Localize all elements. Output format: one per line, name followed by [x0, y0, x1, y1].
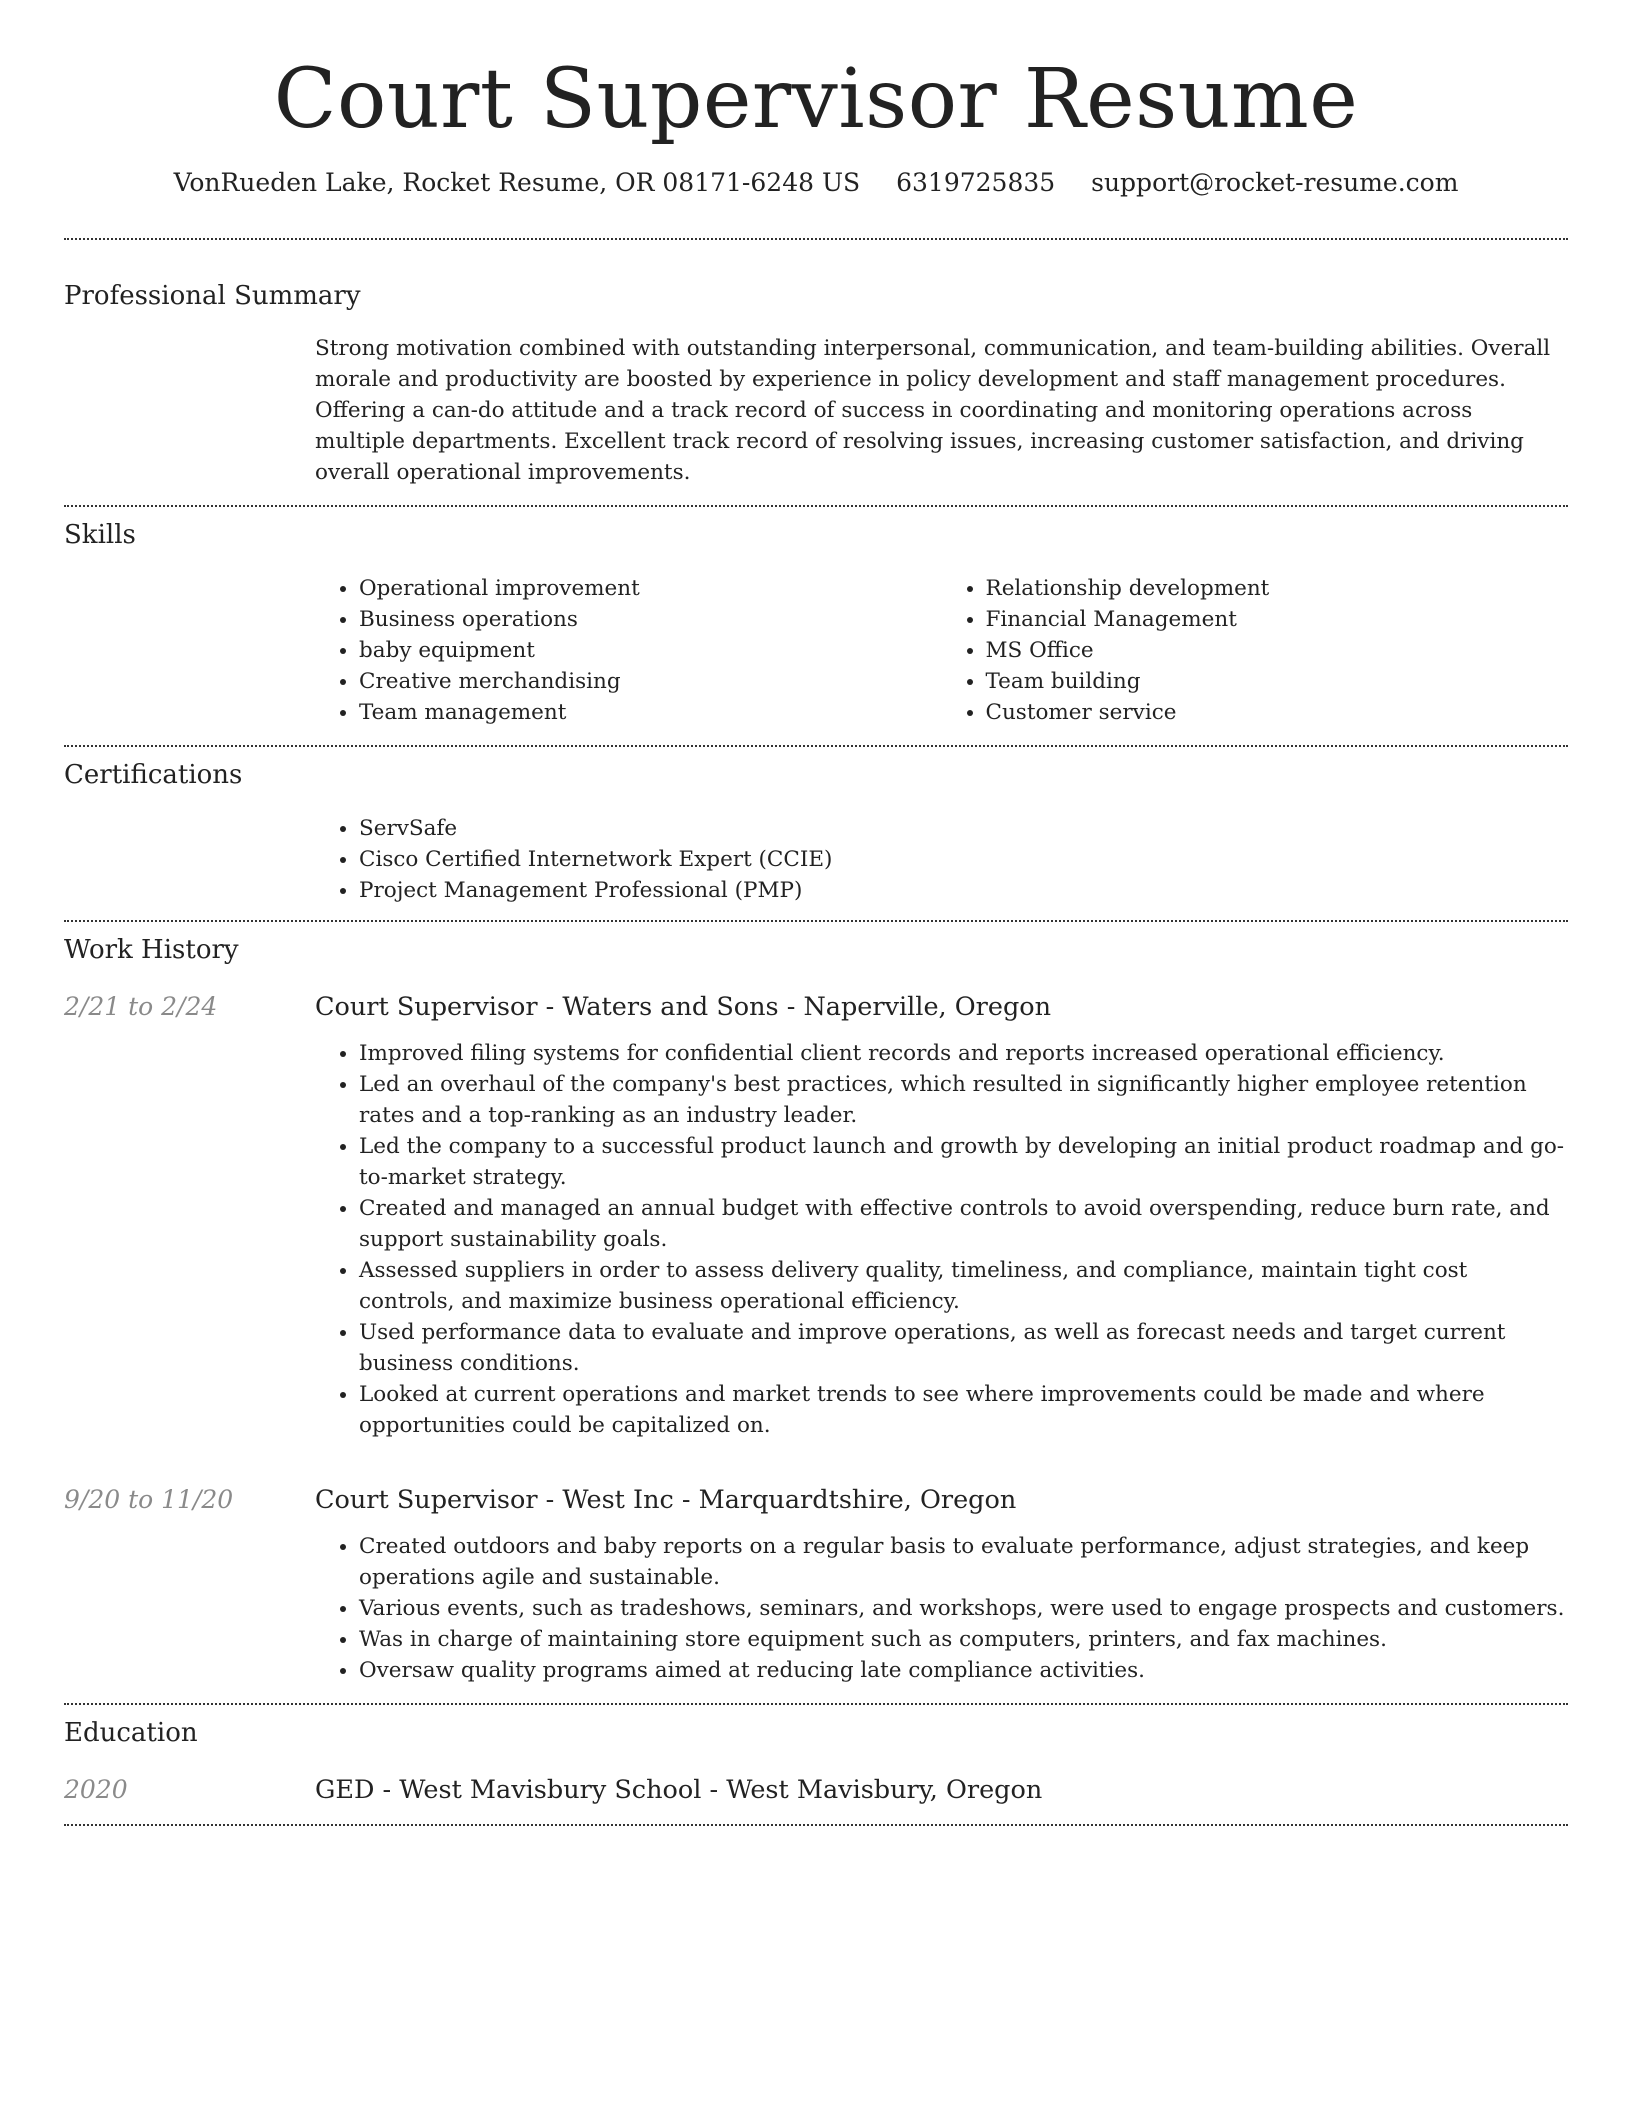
contact-address: VonRueden Lake, Rocket Resume, OR 08171-6248 US: [173, 168, 861, 197]
skill-item: • Customer service: [986, 697, 1569, 728]
job-bullet: • Led an overhaul of the company's best practices, which resulted in significantly higher employee retention rates and a top-ranking as an industry leader.: [359, 1069, 1568, 1131]
divider: [64, 920, 1568, 922]
skill-item: • Business operations: [359, 604, 942, 635]
certifications-list: [315, 813, 1568, 906]
education-title: GED - West Mavisbury School - West Mavisbury, Oregon: [315, 1775, 1043, 1805]
skill-item: • Team management: [359, 697, 942, 728]
contact-line: [64, 166, 1568, 200]
skills-columns: [315, 573, 1568, 728]
job-bullets: [315, 1531, 1568, 1686]
divider: [64, 238, 1568, 240]
contact-email: support@rocket-resume.com: [1091, 168, 1459, 197]
skill-item: • MS Office: [986, 635, 1569, 666]
job-date: 2/21 to 2/24: [64, 992, 218, 1021]
job-bullet: • Oversaw quality programs aimed at reducing late compliance activities.: [359, 1655, 1568, 1686]
divider: [64, 1703, 1568, 1705]
education-section: [64, 1716, 1568, 1807]
job-header: [64, 990, 1568, 1024]
skills-section: [64, 518, 1568, 728]
summary-heading: Professional Summary: [64, 281, 361, 311]
summary-text: Strong motivation combined with outstanding interpersonal, communication, and team-building abilities. Overall morale and productivity are boosted by experience in policy development and staff management procedures. Offering a can-do attitude and a track record of success in coordinating and monitoring operations across multiple departments. Excellent track record of resolving issues, increasing customer satisfaction, and driving overall operational improvements.: [315, 336, 1551, 485]
skill-item: • Relationship development: [986, 573, 1569, 604]
skill-item: • baby equipment: [359, 635, 942, 666]
job-details: [315, 1531, 1568, 1686]
summary-content: [315, 333, 1568, 488]
job-bullet: • Was in charge of maintaining store equipment such as computers, printers, and fax machines.: [359, 1624, 1568, 1655]
resume-title: Court Supervisor Resume: [273, 52, 1359, 147]
skill-item: • Team building: [986, 666, 1569, 697]
education-heading: Education: [64, 1718, 198, 1748]
job-bullet: • Various events, such as tradeshows, seminars, and workshops, were used to engage prospects and customers.: [359, 1593, 1568, 1624]
job-entry: [64, 990, 1568, 1441]
skill-item: • Creative merchandising: [359, 666, 942, 697]
job-bullet: • Used performance data to evaluate and improve operations, as well as forecast needs and target current business conditions.: [359, 1317, 1568, 1379]
summary-section: [64, 279, 1568, 488]
job-bullet: • Looked at current operations and market trends to see where improvements could be made and where opportunities could be capitalized on.: [359, 1379, 1568, 1441]
certifications-content: [315, 813, 1568, 906]
job-header: [64, 1483, 1568, 1517]
work-history-section: [64, 933, 1568, 1686]
job-entry: [64, 1483, 1568, 1686]
resume-page: [64, 0, 1568, 1826]
divider: [64, 505, 1568, 507]
certifications-section: [64, 758, 1568, 906]
divider: [64, 1824, 1568, 1826]
job-bullets: [315, 1038, 1568, 1441]
skills-heading: Skills: [64, 520, 136, 550]
certification-item: • Project Management Professional (PMP): [359, 875, 1568, 906]
divider: [64, 745, 1568, 747]
skills-list-left: [315, 573, 942, 728]
skill-item: • Financial Management: [986, 604, 1569, 635]
skills-list-right: [942, 573, 1569, 728]
skill-item: • Operational improvement: [359, 573, 942, 604]
job-title: Court Supervisor - West Inc - Marquardtshire, Oregon: [315, 1485, 1017, 1515]
job-bullet: • Improved filing systems for confidential client records and reports increased operational efficiency.: [359, 1038, 1568, 1069]
contact-phone: 6319725835: [896, 168, 1056, 197]
education-entry: [64, 1773, 1568, 1807]
certification-item: • ServSafe: [359, 813, 1568, 844]
job-date: 9/20 to 11/20: [64, 1485, 234, 1514]
work-history-heading: Work History: [64, 935, 239, 965]
job-bullet: • Created and managed an annual budget with effective controls to avoid overspending, reduce burn rate, and support sustainability goals.: [359, 1193, 1568, 1255]
job-bullet: • Created outdoors and baby reports on a regular basis to evaluate performance, adjust strategies, and keep operations agile and sustainable.: [359, 1531, 1568, 1593]
certification-item: • Cisco Certified Internetwork Expert (CCIE): [359, 844, 1568, 875]
job-details: [315, 1038, 1568, 1441]
education-date: 2020: [64, 1775, 128, 1804]
job-bullet: • Led the company to a successful product launch and growth by developing an initial product roadmap and go-to-market strategy.: [359, 1131, 1568, 1193]
job-title: Court Supervisor - Waters and Sons - Naperville, Oregon: [315, 992, 1052, 1022]
job-bullet: • Assessed suppliers in order to assess delivery quality, timeliness, and compliance, maintain tight cost controls, and maximize business operational efficiency.: [359, 1255, 1568, 1317]
certifications-heading: Certifications: [64, 760, 243, 790]
